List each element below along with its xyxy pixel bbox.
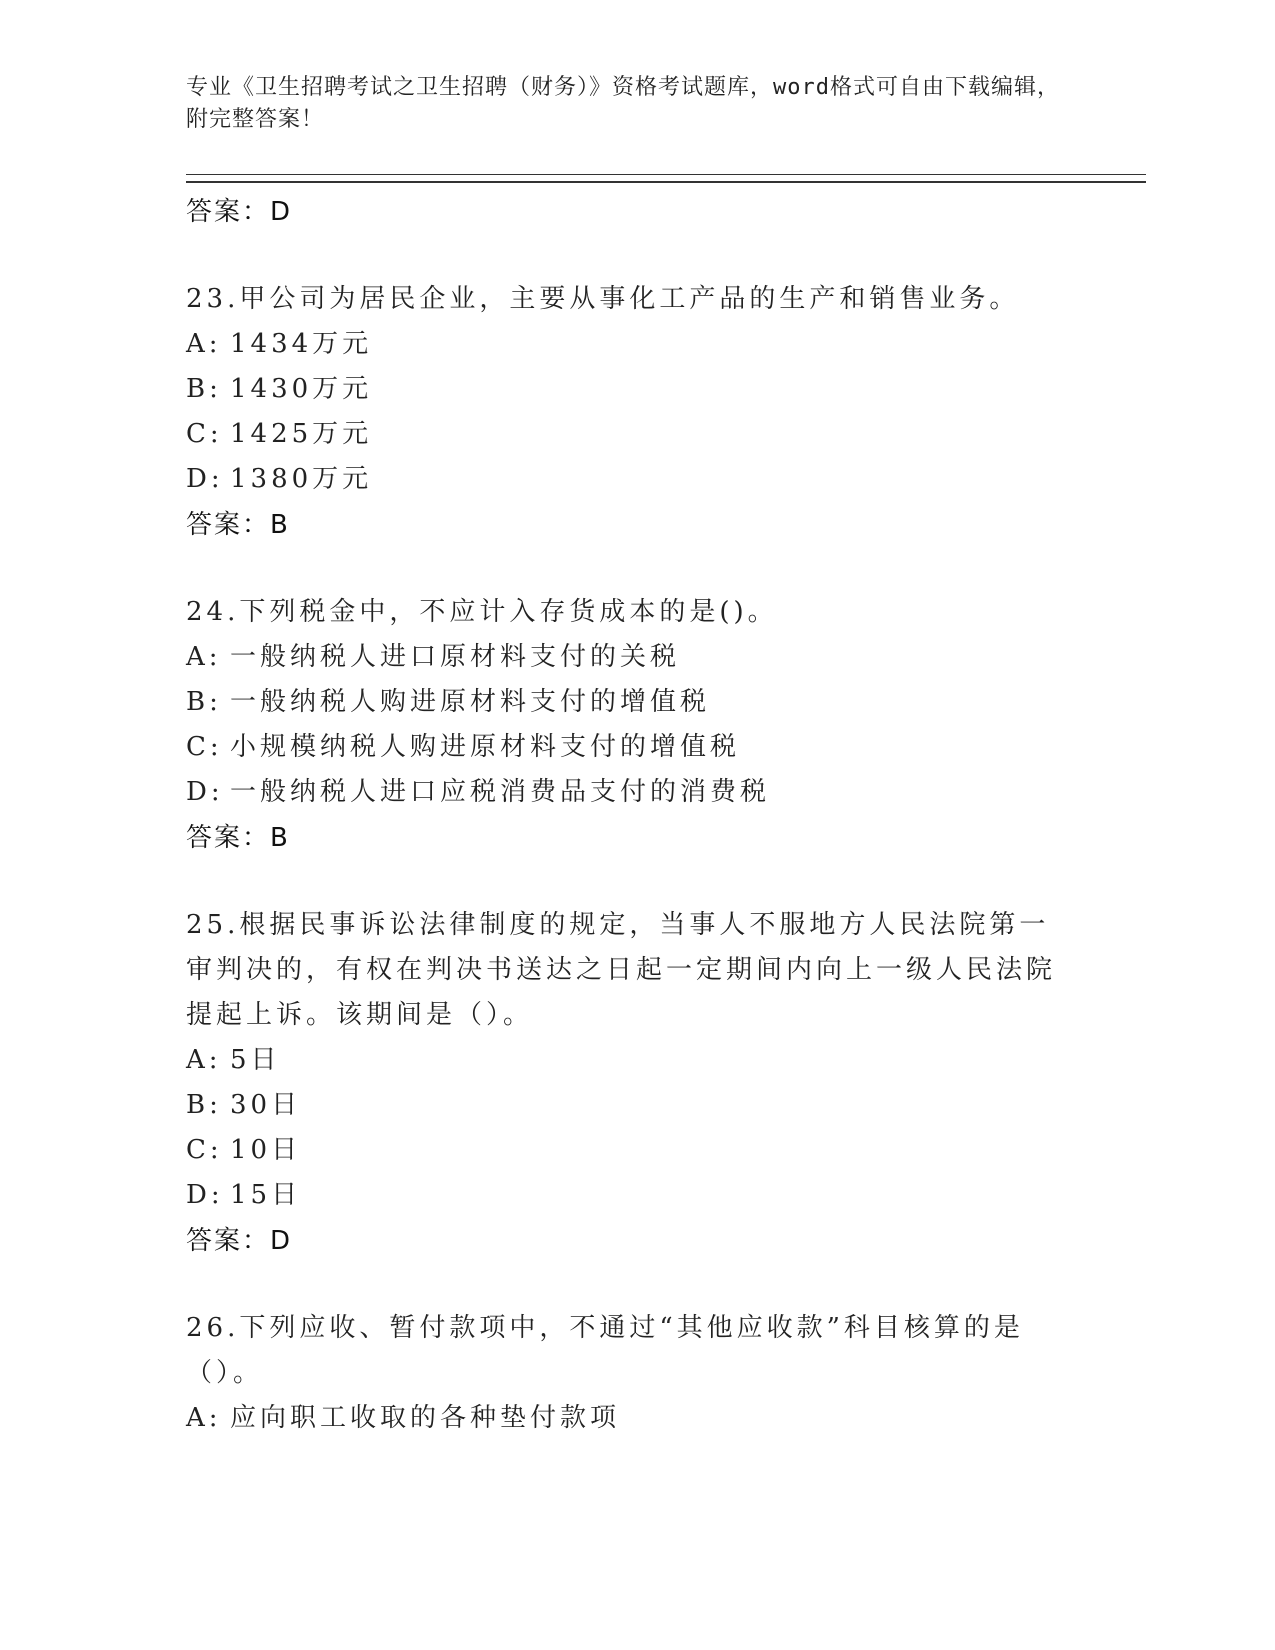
option-letter: D: — [186, 1180, 224, 1210]
question-stem: 25.根据民事诉讼法律制度的规定，当事人不服地方人民法院第一审判决的，有权在判决书送达之日起一定期间内向上一级人民法院提起上诉。该期间是（）。 — [186, 910, 1057, 1030]
option-letter: C: — [186, 419, 223, 449]
option-letter: B: — [186, 1090, 222, 1120]
question-block — [186, 903, 1146, 1264]
option-text: 1434万元 — [230, 329, 373, 359]
question-stem: 23.甲公司为居民企业，主要从事化工产品的生产和销售业务。 — [186, 284, 1020, 314]
answer-label: 答案：D — [186, 1226, 293, 1256]
option-text: 1425万元 — [230, 419, 373, 449]
option-text: 一般纳税人购进原材料支付的增值税 — [230, 687, 711, 717]
option-item — [186, 457, 1146, 502]
option-letter: A: — [186, 1045, 222, 1075]
question-stem: 26.下列应收、暂付款项中，不通过“其他应收款”科目核算的是（）。 — [186, 1313, 1024, 1388]
option-letter: A: — [186, 329, 222, 359]
question-list — [186, 277, 1146, 1441]
option-item — [186, 1128, 1146, 1173]
option-text: 5日 — [230, 1045, 281, 1075]
option-letter: B: — [186, 374, 222, 404]
option-text: 30日 — [230, 1090, 302, 1120]
option-text: 一般纳税人进口原材料支付的关税 — [230, 642, 681, 672]
question-block — [186, 277, 1146, 548]
option-item — [186, 635, 1146, 680]
option-item — [186, 725, 1146, 770]
option-letter: D: — [186, 464, 224, 494]
option-item — [186, 1083, 1146, 1128]
option-item — [186, 680, 1146, 725]
option-text: 15日 — [230, 1180, 302, 1210]
option-item — [186, 322, 1146, 367]
option-item — [186, 412, 1146, 457]
option-item — [186, 1038, 1146, 1083]
option-text: 1430万元 — [230, 374, 373, 404]
option-letter: D: — [186, 777, 224, 807]
option-text: 一般纳税人进口应税消费品支付的消费税 — [230, 777, 771, 807]
option-letter: A: — [186, 642, 222, 672]
question-block — [186, 590, 1146, 861]
option-text: 小规模纳税人购进原材料支付的增值税 — [230, 732, 741, 762]
option-letter: C: — [186, 732, 223, 762]
option-text: 应向职工收取的各种垫付款项 — [230, 1403, 621, 1433]
option-item — [186, 770, 1146, 815]
option-item — [186, 367, 1146, 412]
option-item — [186, 1396, 1146, 1441]
option-text: 1380万元 — [230, 464, 373, 494]
question-stem: 24.下列税金中，不应计入存货成本的是()。 — [186, 597, 778, 627]
option-item — [186, 1173, 1146, 1218]
answer-label: 答案：B — [186, 510, 290, 540]
answer-label: 答案：B — [186, 823, 290, 853]
header-divider — [186, 174, 1146, 183]
option-letter: A: — [186, 1403, 222, 1433]
option-letter: C: — [186, 1135, 223, 1165]
question-block — [186, 1306, 1146, 1441]
answer-label: 答案：D — [186, 197, 293, 227]
option-text: 10日 — [230, 1135, 302, 1165]
document-page — [186, 72, 1146, 1441]
document-header: 专业《卫生招聘考试之卫生招聘（财务）》资格考试题库，word格式可自由下载编辑，附完整答案！ — [186, 75, 1060, 132]
option-letter: B: — [186, 687, 222, 717]
